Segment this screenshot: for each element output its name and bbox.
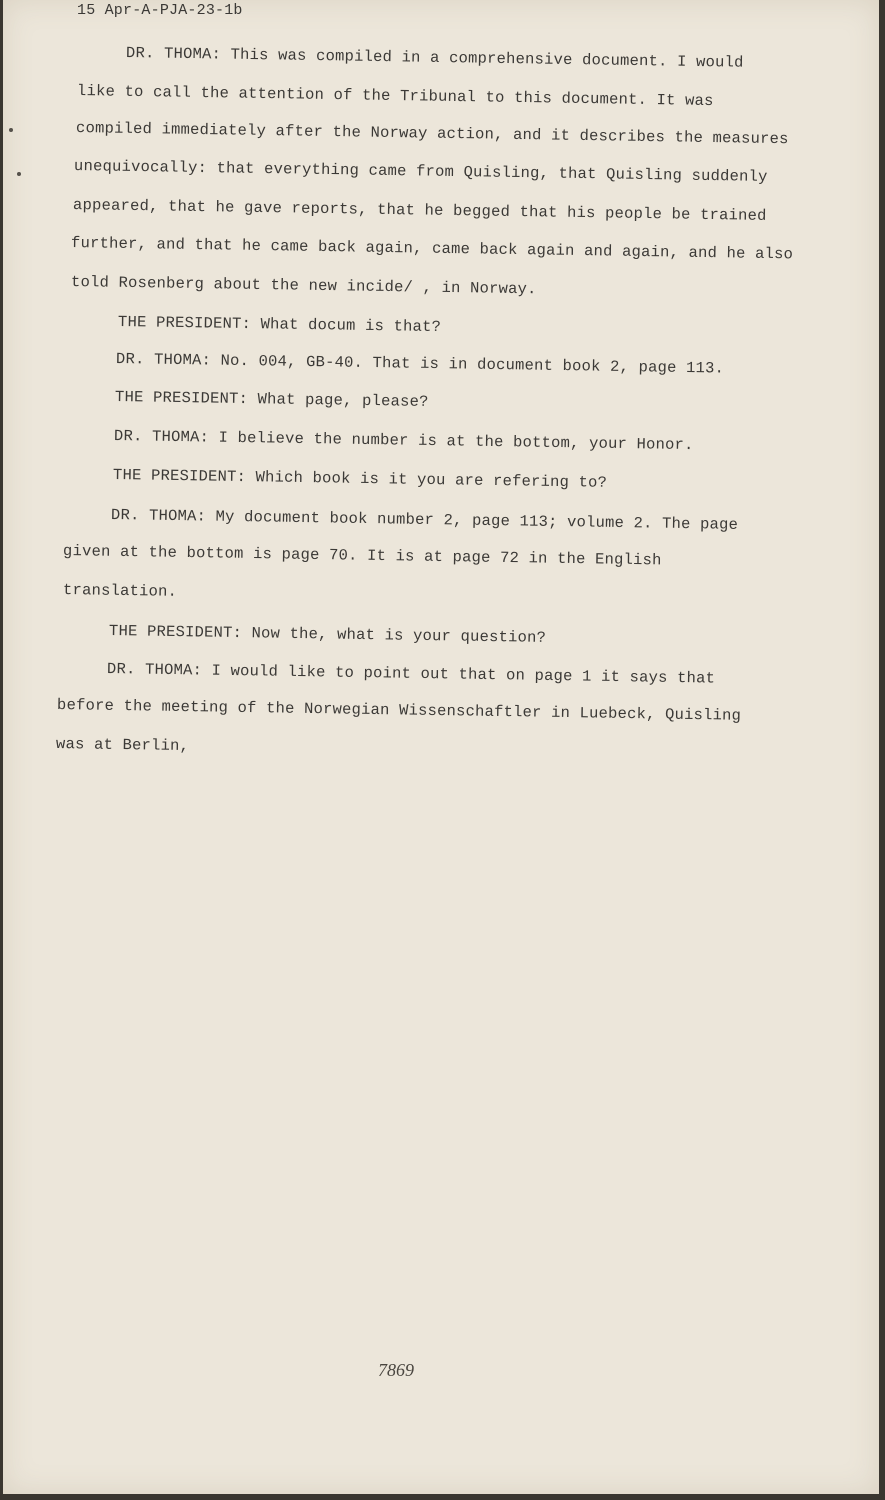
transcript-line: THE PRESIDENT: Now the, what is your question?	[108, 622, 547, 647]
transcript-line: DR. THOMA: My document book number 2, page 113; volume 2. The page	[110, 506, 739, 534]
transcript-line: compiled immediately after the Norway action, and it describes the measures	[75, 119, 789, 149]
transcript-line: like to call the attention of the Tribunal to this document. It was	[76, 82, 714, 110]
transcript-line: THE PRESIDENT: Which book is it you are refering to?	[112, 466, 608, 492]
transcript-line: DR. THOMA: No. 004, GB-40. That is in document book 2, page 113.	[115, 350, 725, 378]
transcript-line: translation.	[62, 581, 178, 601]
transcript-line: DR. THOMA: I believe the number is at the bottom, your Honor.	[113, 427, 694, 455]
transcript-line: further, and that he came back again, came back again and again, and he also	[70, 234, 794, 264]
margin-mark	[17, 172, 21, 176]
page-number: 7869	[378, 1360, 414, 1380]
transcript-line: told Rosenberg about the new incide/ , in Norway.	[70, 273, 537, 299]
transcript-line: was at Berlin,	[55, 735, 190, 756]
transcript-line: THE PRESIDENT: What docum is that?	[117, 313, 442, 337]
transcript-line: unequivocally: that everything came from Quisling, that Quisling suddenly	[73, 157, 768, 186]
transcript-line: before the meeting of the Norwegian Wissenschaftler in Luebeck, Quisling	[56, 696, 742, 725]
margin-mark	[9, 128, 13, 132]
document-page	[3, 0, 879, 1494]
transcript-line: DR. THOMA: I would like to point out that on page 1 it says that	[106, 660, 716, 688]
document-code: 15 Apr-A-PJA-23-1b	[77, 2, 243, 19]
transcript-line: THE PRESIDENT: What page, please?	[114, 388, 429, 411]
transcript-line: given at the bottom is page 70. It is at page 72 in the English	[62, 542, 662, 570]
transcript-line: DR. THOMA: This was compiled in a comprehensive document. I would	[125, 44, 744, 72]
transcript-line: appeared, that he gave reports, that he begged that his people be trained	[72, 196, 767, 225]
